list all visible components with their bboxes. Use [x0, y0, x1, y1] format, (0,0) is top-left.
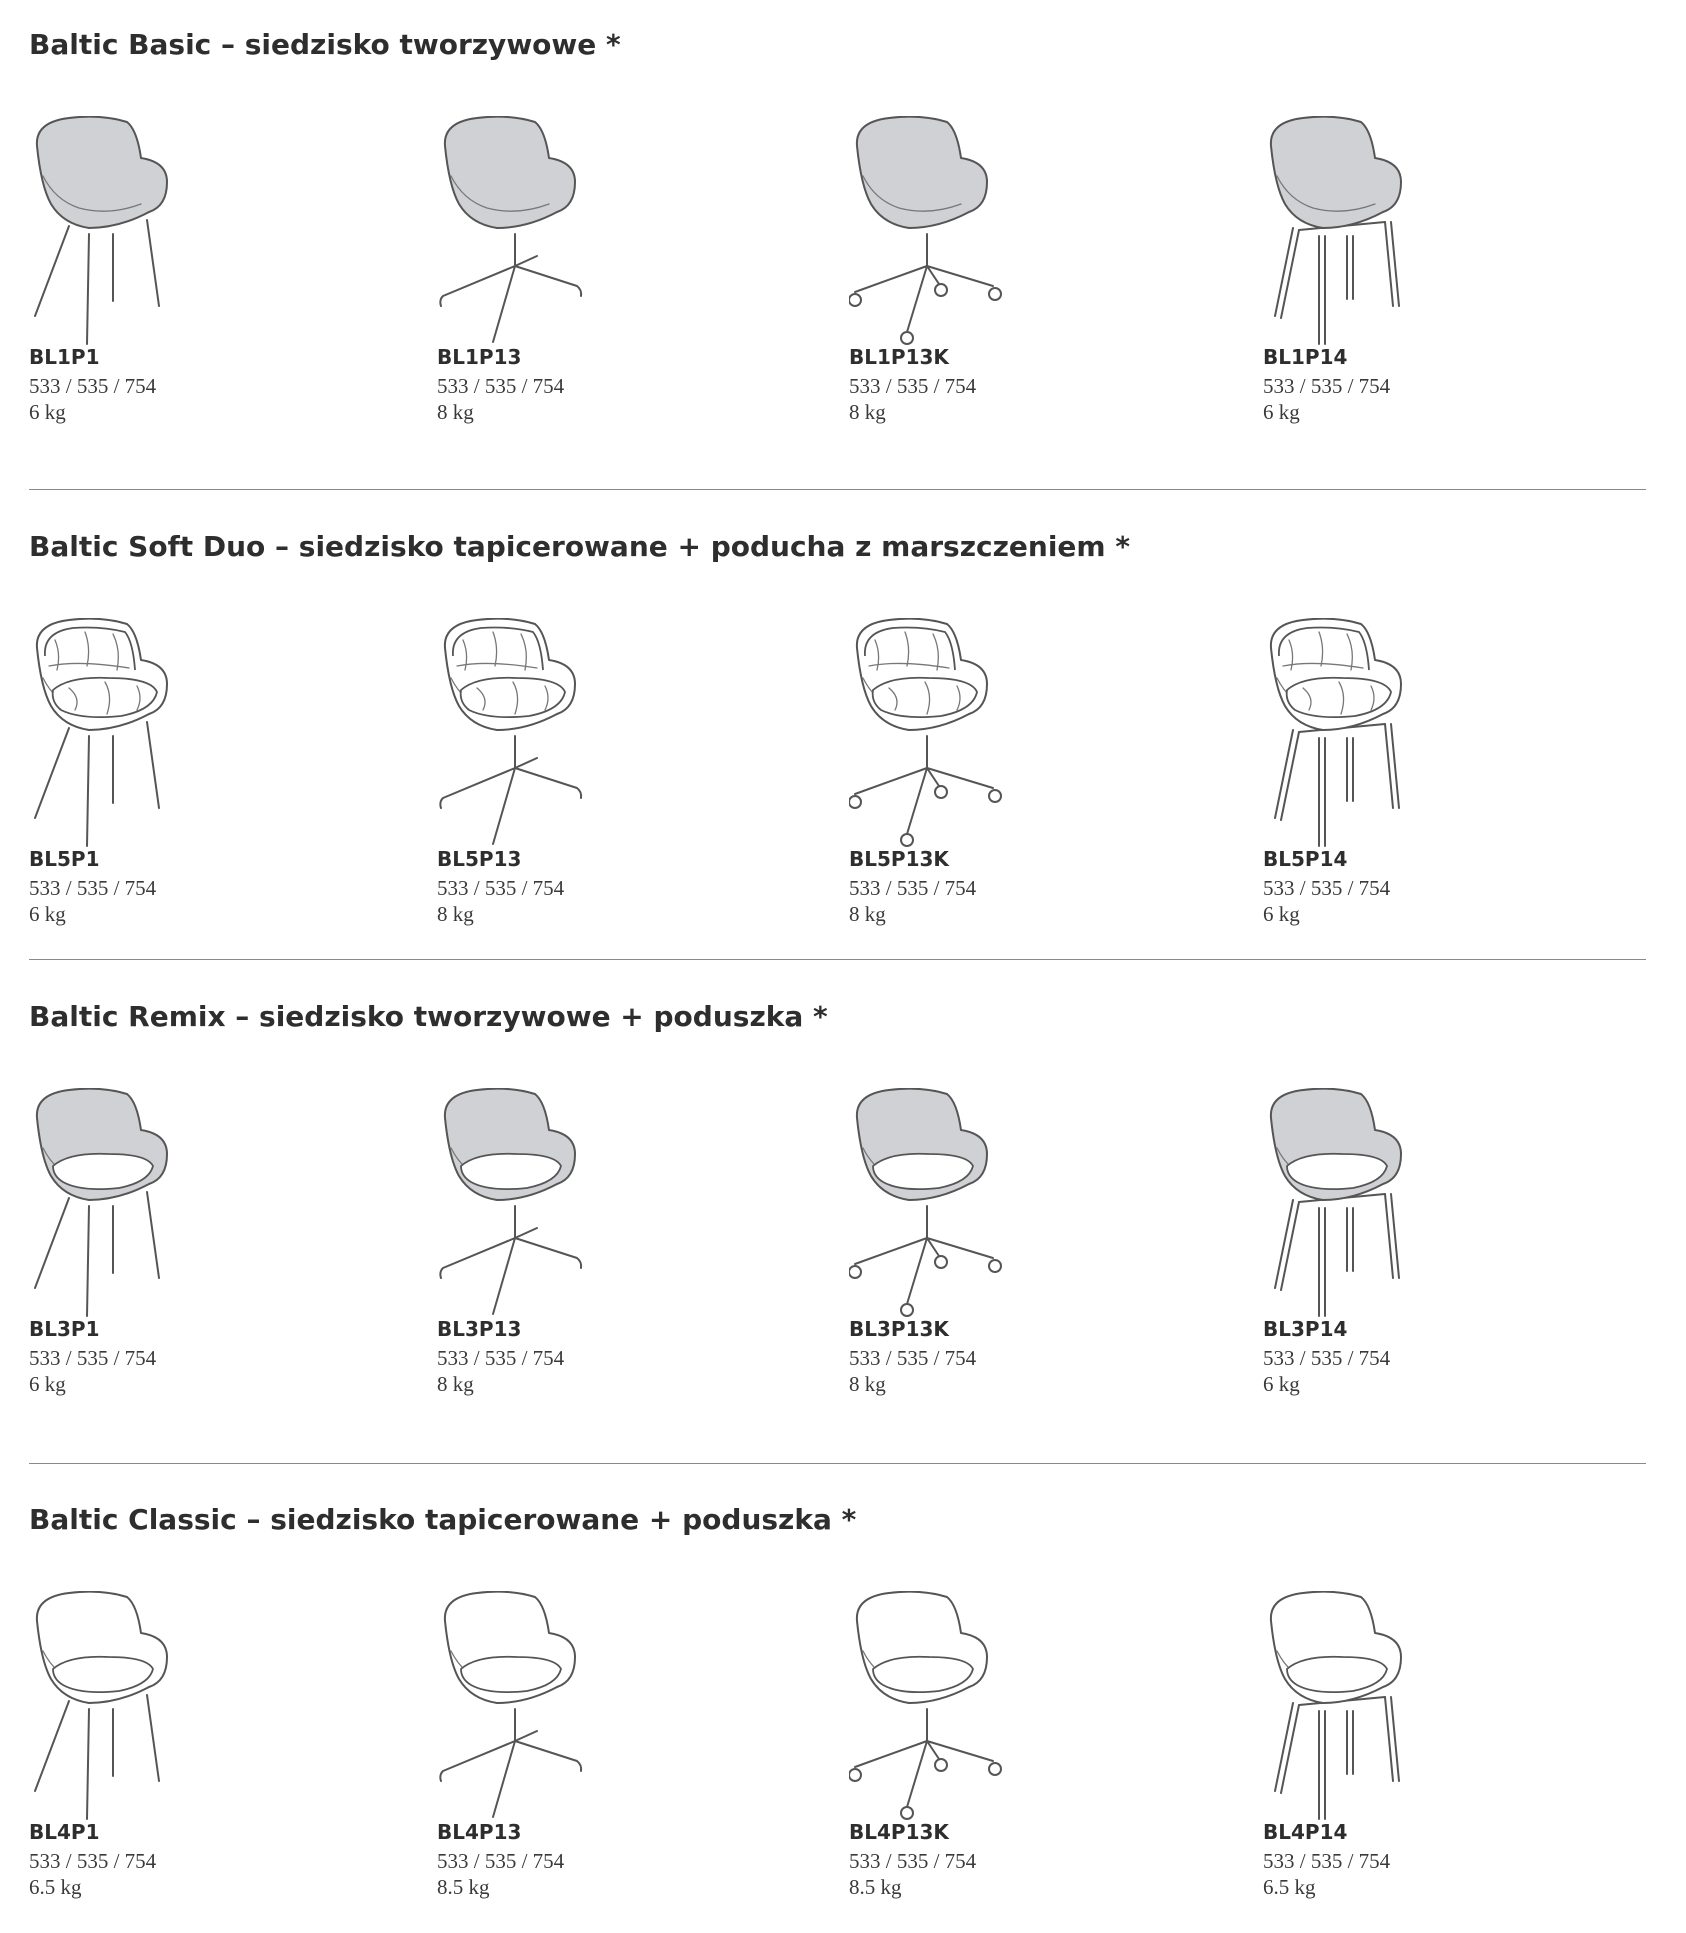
product-item	[29, 530, 329, 930]
product-dimensions: 533 / 535 / 754	[849, 876, 977, 900]
product-weight: 6 kg	[29, 1372, 66, 1396]
chair-swivel-castors-illustration	[849, 618, 1019, 848]
section-divider	[29, 489, 1646, 490]
product-code: BL1P1	[29, 345, 100, 369]
product-item	[29, 28, 329, 428]
chair-four-leg-wood-illustration	[1263, 618, 1433, 848]
product-item	[849, 28, 1149, 428]
chair-swivel-castors-illustration	[849, 116, 1019, 346]
product-dimensions: 533 / 535 / 754	[437, 1346, 565, 1370]
product-code: BL3P1	[29, 1317, 100, 1341]
product-dimensions: 533 / 535 / 754	[29, 1346, 157, 1370]
product-weight: 6 kg	[1263, 1372, 1300, 1396]
chair-swivel-star-illustration	[437, 618, 607, 848]
product-weight: 6 kg	[29, 400, 66, 424]
section-divider	[29, 959, 1646, 960]
product-item	[437, 530, 737, 930]
product-item	[849, 1000, 1149, 1400]
product-dimensions: 533 / 535 / 754	[29, 374, 157, 398]
chair-swivel-star-illustration	[437, 1591, 607, 1821]
product-dimensions: 533 / 535 / 754	[849, 1346, 977, 1370]
product-code: BL5P1	[29, 847, 100, 871]
product-weight: 8.5 kg	[849, 1875, 902, 1899]
product-weight: 8 kg	[849, 1372, 886, 1396]
product-dimensions: 533 / 535 / 754	[1263, 374, 1391, 398]
product-code: BL4P13	[437, 1820, 522, 1844]
chair-four-leg-metal-illustration	[29, 618, 199, 848]
product-item	[849, 1503, 1149, 1903]
product-dimensions: 533 / 535 / 754	[437, 876, 565, 900]
product-dimensions: 533 / 535 / 754	[29, 876, 157, 900]
product-weight: 6.5 kg	[1263, 1875, 1316, 1899]
product-section	[0, 28, 1686, 458]
product-item	[1263, 530, 1563, 930]
product-item	[29, 1503, 329, 1903]
product-weight: 6.5 kg	[29, 1875, 82, 1899]
section-title: Baltic Classic – siedzisko tapicerowane + poduszka *	[29, 1503, 857, 1536]
chair-swivel-castors-illustration	[849, 1591, 1019, 1821]
product-code: BL1P14	[1263, 345, 1348, 369]
chair-four-leg-metal-illustration	[29, 1591, 199, 1821]
product-section	[0, 530, 1686, 960]
product-code: BL3P14	[1263, 1317, 1348, 1341]
product-code: BL5P13K	[849, 847, 949, 871]
product-dimensions: 533 / 535 / 754	[437, 1849, 565, 1873]
product-dimensions: 533 / 535 / 754	[849, 374, 977, 398]
product-code: BL1P13	[437, 345, 522, 369]
section-divider	[29, 1463, 1646, 1464]
product-code: BL5P14	[1263, 847, 1348, 871]
product-section	[0, 1503, 1686, 1933]
product-weight: 8 kg	[849, 902, 886, 926]
product-weight: 8 kg	[849, 400, 886, 424]
product-dimensions: 533 / 535 / 754	[1263, 876, 1391, 900]
product-item	[437, 28, 737, 428]
chair-four-leg-wood-illustration	[1263, 1591, 1433, 1821]
product-dimensions: 533 / 535 / 754	[1263, 1849, 1391, 1873]
chair-four-leg-wood-illustration	[1263, 116, 1433, 346]
product-code: BL3P13	[437, 1317, 522, 1341]
product-code: BL4P13K	[849, 1820, 949, 1844]
product-item	[1263, 1503, 1563, 1903]
product-item	[849, 530, 1149, 930]
product-code: BL3P13K	[849, 1317, 949, 1341]
product-dimensions: 533 / 535 / 754	[1263, 1346, 1391, 1370]
product-code: BL4P14	[1263, 1820, 1348, 1844]
section-title: Baltic Basic – siedzisko tworzywowe *	[29, 28, 621, 61]
product-code: BL4P1	[29, 1820, 100, 1844]
product-weight: 6 kg	[1263, 400, 1300, 424]
product-weight: 8 kg	[437, 902, 474, 926]
chair-swivel-star-illustration	[437, 116, 607, 346]
product-weight: 8 kg	[437, 1372, 474, 1396]
product-item	[1263, 28, 1563, 428]
product-weight: 6 kg	[29, 902, 66, 926]
product-item	[29, 1000, 329, 1400]
chair-four-leg-metal-illustration	[29, 1088, 199, 1318]
product-dimensions: 533 / 535 / 754	[29, 1849, 157, 1873]
product-code: BL1P13K	[849, 345, 949, 369]
product-weight: 8.5 kg	[437, 1875, 490, 1899]
section-title: Baltic Remix – siedzisko tworzywowe + poduszka *	[29, 1000, 828, 1033]
section-title: Baltic Soft Duo – siedzisko tapicerowane + poducha z marszczeniem *	[29, 530, 1130, 563]
product-item	[437, 1503, 737, 1903]
product-item	[1263, 1000, 1563, 1400]
chair-four-leg-metal-illustration	[29, 116, 199, 346]
chair-swivel-castors-illustration	[849, 1088, 1019, 1318]
product-section	[0, 1000, 1686, 1430]
chair-swivel-star-illustration	[437, 1088, 607, 1318]
product-item	[437, 1000, 737, 1400]
chair-four-leg-wood-illustration	[1263, 1088, 1433, 1318]
product-code: BL5P13	[437, 847, 522, 871]
product-weight: 6 kg	[1263, 902, 1300, 926]
product-dimensions: 533 / 535 / 754	[849, 1849, 977, 1873]
product-weight: 8 kg	[437, 400, 474, 424]
product-dimensions: 533 / 535 / 754	[437, 374, 565, 398]
